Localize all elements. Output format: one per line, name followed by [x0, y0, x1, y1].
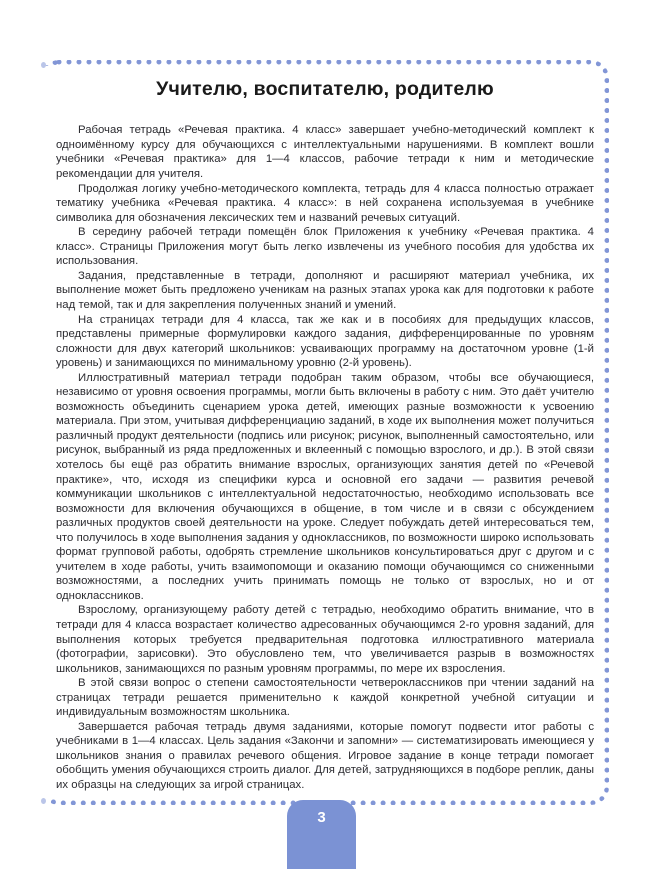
page-content	[56, 78, 594, 793]
page-number-label: 3	[317, 809, 326, 826]
body-paragraph: Завершается рабочая тетрадь двумя заданиями, которые помогут подвести итог работы с учебниками в 1—4 классах. Цель задания «Закончи и запомни» — систематизировать имеющиеся у школьников знания о правилах речевого общения. Игровое задание в конце тетради помогает обобщить умения обучающихся строить диалог. Для детей, затрудняющихся в подборе реплик, даны их образцы на следующих за игрой страницах.	[56, 720, 594, 791]
page-title: Учителю, воспитателю, родителю	[156, 78, 494, 100]
body-paragraph: На страницах тетради для 4 класса, так же как и в пособиях для предыдущих классов, представлены примерные формулировки каждого задания, дифференцированные по уровням сложности для двух категорий школьников: усваивающих программу на достаточном уровне (1-й уровень) и занимающихся по минимальному уровню (2-й уровень).	[56, 313, 594, 370]
body-paragraph: Продолжая логику учебно-методического комплекта, тетрадь для 4 класса полностью отражает тематику учебника «Речевая практика. 4 класс»: в ней сохранена используемая в учебнике символика для обозначения лексических тем и названий речевых ситуаций.	[56, 182, 594, 224]
body-paragraph: Задания, представленные в тетради, дополняют и расширяют материал учебника, их выполнение может быть предложено ученикам на разных этапах урока как для подготовки к работе над темой, так и для закрепления полученных знаний и умений.	[56, 269, 594, 311]
page-number-tab	[287, 800, 356, 869]
body-paragraph: Рабочая тетрадь «Речевая практика. 4 класс» завершает учебно-методический комплект к одноимённому курсу для обучающихся с интеллектуальными нарушениями. В комплект вошли учебники «Речевая практика» для 1—4 классов, рабочие тетради к ним и методические рекомендации для учителя.	[56, 124, 594, 181]
body-paragraph: В этой связи вопрос о степени самостоятельности четвероклассников при чтении заданий на страницах тетради решается применительно к каждой конкретной учебной ситуации и индивидуальным возможностям школьника.	[56, 677, 594, 719]
left-border-fade-mask	[34, 66, 50, 799]
left-border-bottom-dot	[41, 798, 46, 804]
body-paragraph: Иллюстративный материал тетради подобран таким образом, чтобы все обучающиеся, независимо от уровня освоения программы, могли быть включены в работу с ним. Это даёт учителю возможность объединить сценарием урока детей, имеющих разные возможности к усвоению материала. При этом, учитывая дифференциацию заданий, в ходе их выполнения может получиться различный продукт деятельности (подпись или рисунок; рисунок, выполненный самостоятельно, или рисунок, выбранный из ряда предложенных и вклеенный с помощью взрослого, и др.). В этой связи хотелось бы ещё раз обратить внимание взрослых, организующих занятия детей по «Речевой практике», что, исходя из специфики курса и основной его задачи — развития речевой коммуникации школьников с интеллектуальной недостаточностью, необходимо использовать все возможности для включения обучающихся в общение, в том числе и в связи с обсуждением различных продуктов своей деятельности на уроке. Следует побуждать детей интересоваться тем, что получилось в ходе выполнения задания у одноклассников, по возможности широко использовать формат групповой работы, одобрять стремление школьников консультироваться друг с другом и с учителем в ходе работы, учить взаимопомощи и оказанию помощи обучающимся со сниженными возможностями, а последних учить принимать помощь не только от взрослых, но и от одноклассников.	[56, 371, 594, 602]
left-border-top-dot	[41, 62, 46, 68]
body-paragraph: В середину рабочей тетради помещён блок Приложения к учебнику «Речевая практика. 4 класс». Страницы Приложения могут быть легко извлечены из учебного пособия для удобства их использования.	[56, 226, 594, 268]
body-paragraph: Взрослому, организующему работу детей с тетрадью, необходимо обратить внимание, что в тетради для 4 класса возрастает количество адресованных обучающимся 2-го уровня заданий, для выполнения которых требуется предварительная подготовка иллюстративного материала (фотографии, зарисовки). Это обусловлено тем, что увеличивается разрыв в возможностях школьников, занимающихся по разным уровням программы, по мере их взросления.	[56, 604, 594, 675]
